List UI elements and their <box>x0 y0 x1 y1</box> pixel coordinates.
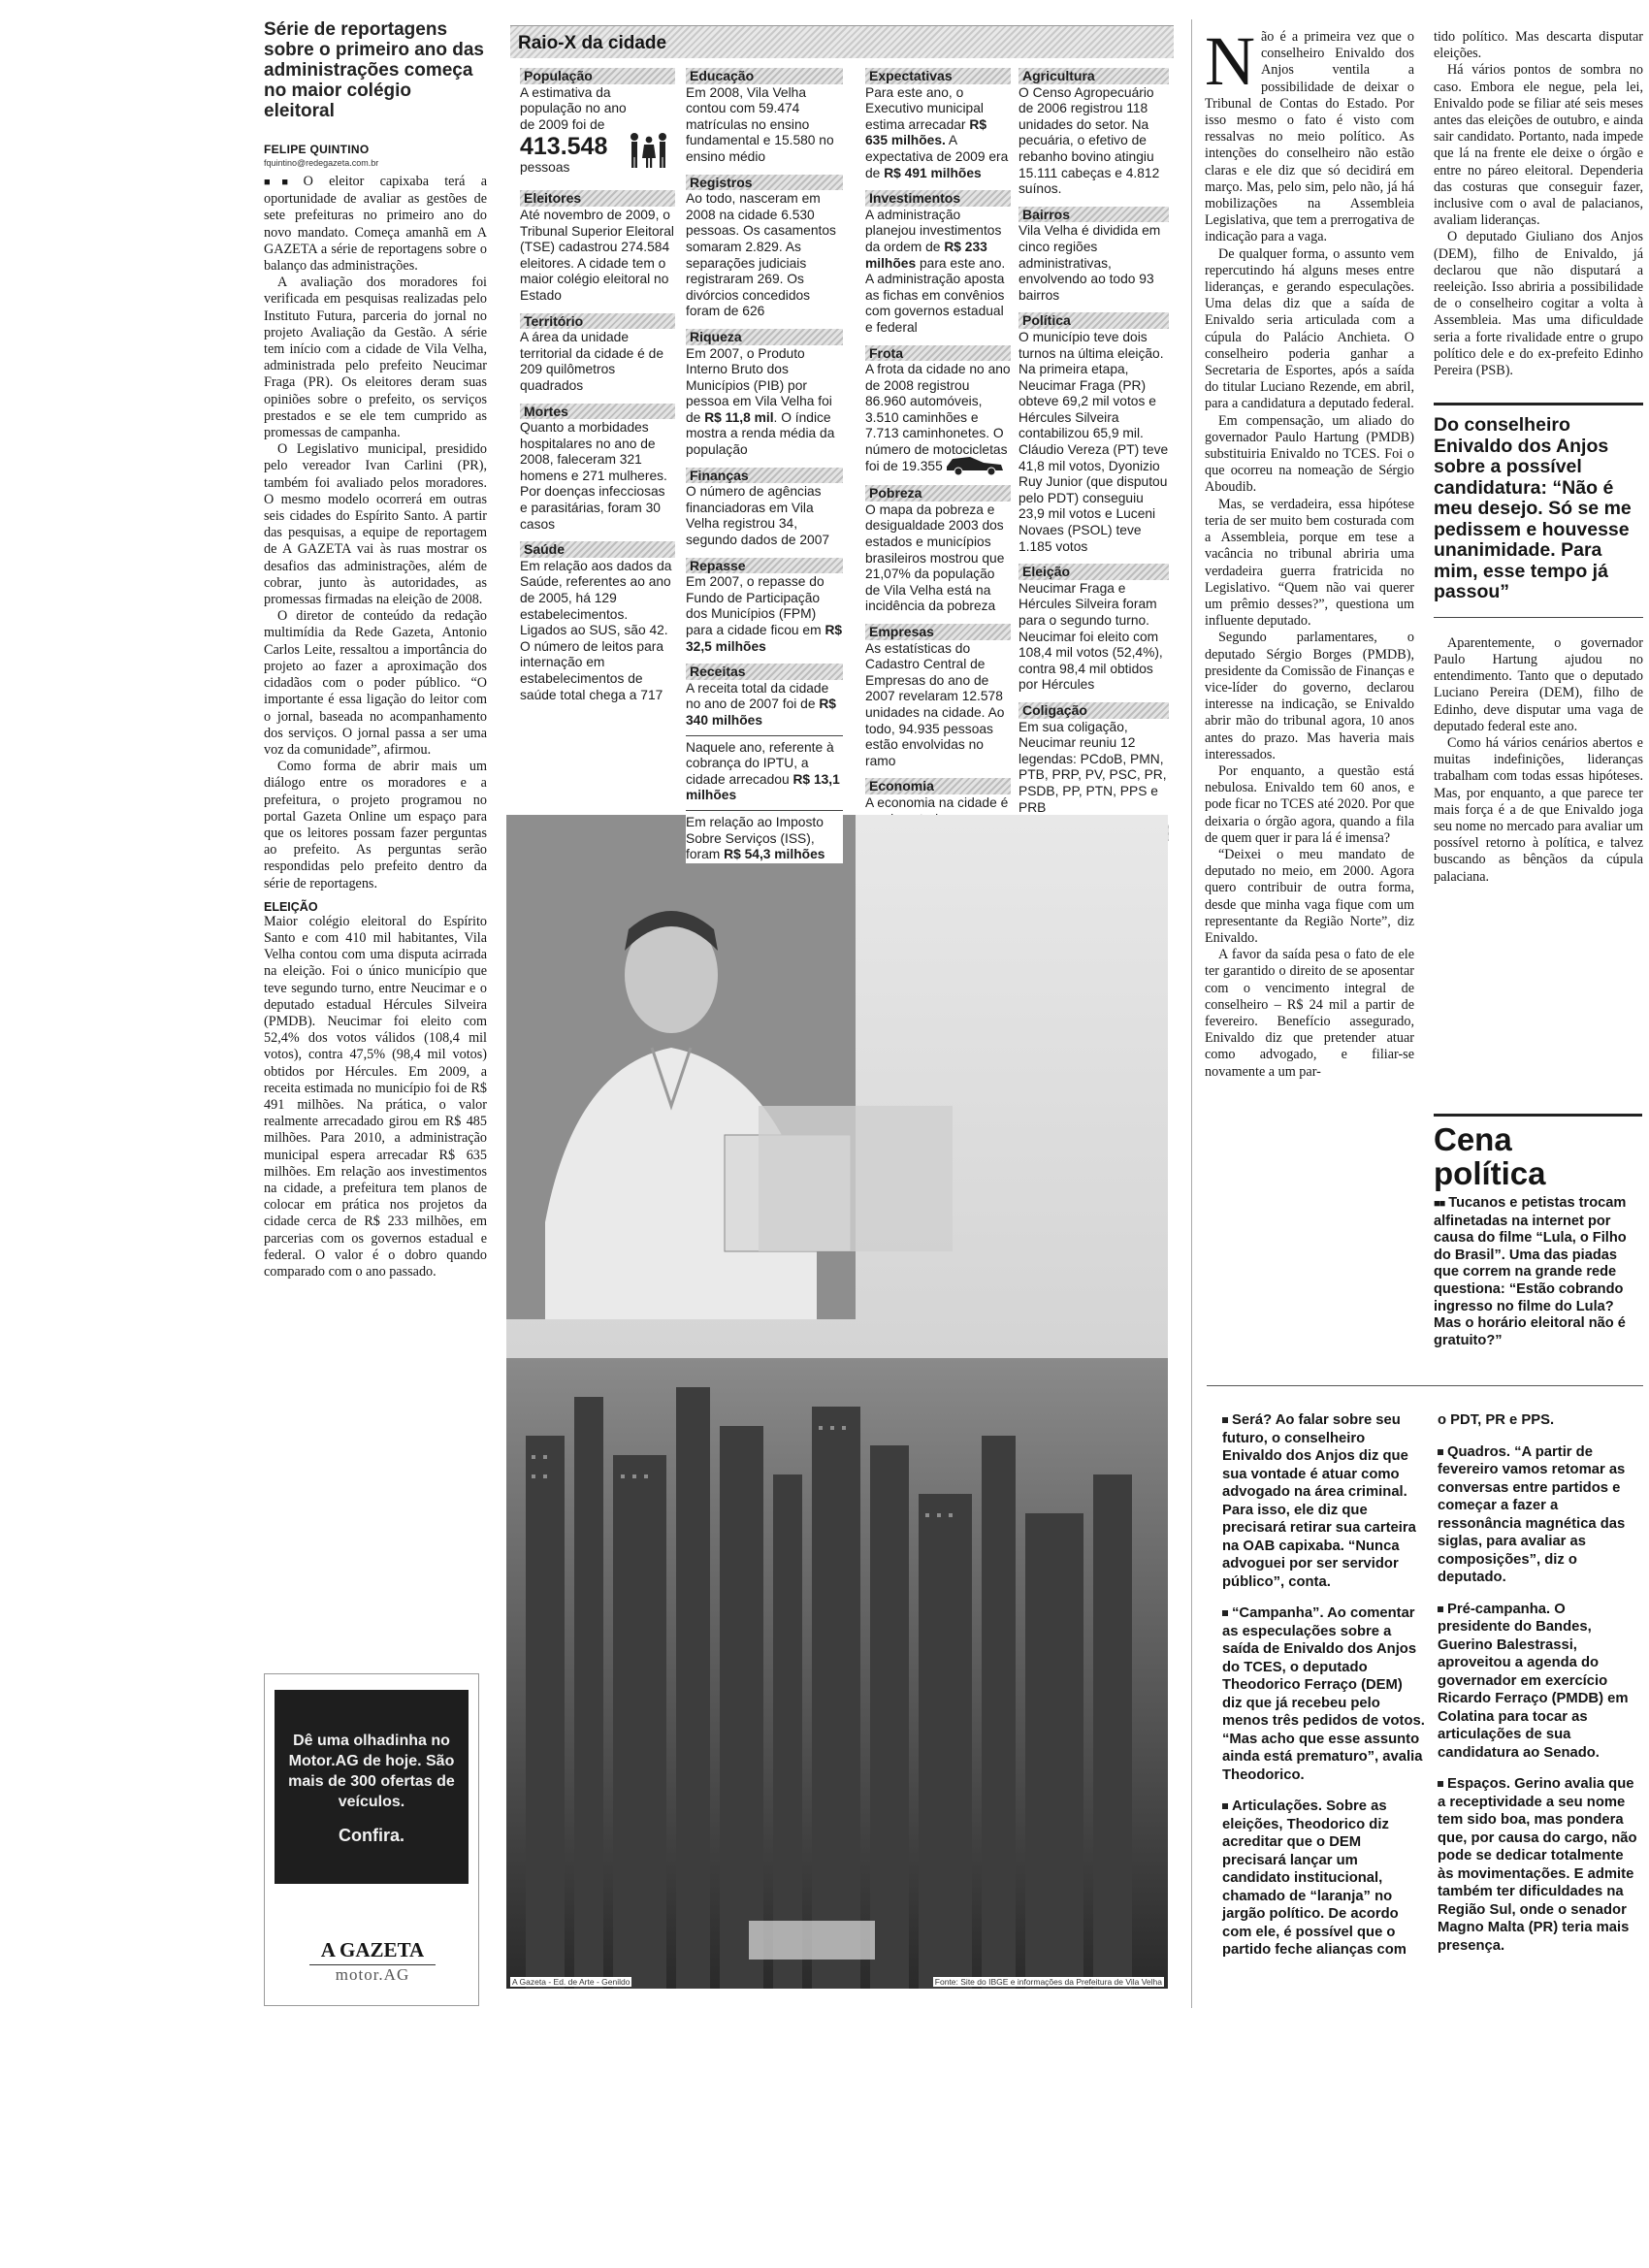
section-eleitores: Eleitores Até novembro de 2009, o Tribunal Superior Eleitoral (TSE) cadastrou 274.584 eleitores. A cidade tem o maior colégio eleitoral no Estado <box>520 190 674 303</box>
paragraph: Em compensação, um aliado do governador Paulo Hartung (PMDB) substituiria Enivaldo no TCES. Foi o que ocorreu na nomeação de Sérgio Aboudib. <box>1205 412 1414 496</box>
section-expectativas: Expectativas Para este ano, o Executivo municipal estima arrecadar R$ 635 milhões. A expectativa de 2009 era de R$ 491 milhões <box>865 68 1011 181</box>
bullet-icon <box>1222 1610 1228 1616</box>
section-head: Bairros <box>1018 207 1169 223</box>
section-economia: Economia A economia na cidade é <box>865 778 1011 956</box>
article-kicker: Série de reportagens sobre o primeiro ano das administrações começa no maior colégio eleitoral <box>264 19 484 121</box>
section-head: Finanças <box>686 468 843 484</box>
section-pobreza: Pobreza O mapa da pobreza e desigualdade 2003 dos estados e municípios brasileiros mostrou que 21,07% da população de Vila Velha está na incidência da pobreza <box>865 485 1011 615</box>
paragraph: Por enquanto, a questão está nebulosa. Enivaldo tem 60 anos, e pode ficar no TCES até 2020. Por que deixaria o órgão agora, quando a fila de quem quer ir para lá é imensa? <box>1205 762 1414 846</box>
section-head: Expectativas <box>865 68 1011 84</box>
paragraph: A avaliação dos moradores foi verificada em pesquisas realizadas pelo Instituto Futura, parceria do jornal no projeto Avaliação da Gestão. A série tem início com a cidade de Vila Velha, administrada pelo prefeito Neucimar Fraga (PR). Os eleitores deram suas opiniões sobre o prefeito, os serviços prestados e se ele tem cumprido as promessas de campanha. <box>264 275 487 441</box>
section-head: Eleição <box>1018 564 1169 580</box>
paragraph: Mas, se verdadeira, essa hipótese teria de ser muito bem costurada com a Assembleia, porque em tese a vacância no tribunal abriria uma verdadeira guerra fratricida no Legislativo. “Quem não vai querer um prêmio desses?”, questiona um influente deputado. <box>1205 496 1414 630</box>
section-head: Mortes <box>520 404 675 420</box>
section-educacao: Educação Em 2008, Vila Velha contou com 59.474 matrículas no ensino fundamental e 15.580 no ensino médio <box>686 68 843 166</box>
paragraph: Maior colégio eleitoral do Espírito Santo e com 410 mil habitantes, Vila Velha contou com uma disputa acirrada na eleição. Foi o único município que teve segundo turno, entre Neucimar e o deputado estadual Hércules Silveira (PMDB). Neucimar foi eleito com 52,4% dos votos válidos (108,4 mil votos), contra 47,5% (98,4 mil votos) obtidos por Hércules. Em 2009, a receita estimada no município foi de R$ 491 milhões. Na prática, o valor realmente arrecadado girou em R$ 485 milhões. Para 2010, a administração municipal espera arrecadar R$ 635 milhões. Em relação aos investimentos na cidade, a prefeitura tem planos de colocar em prática nos projetos da cidade cerca de R$ 233 milhões, em parcerias com os governos estadual e federal. O valor é o dobro quando comparado com o ano passado. <box>264 913 487 1280</box>
note-pre-campanha: Pré-campanha. O presidente do Bandes, Guerino Balestrassi, aproveitou a agenda do governador em exercício Ricardo Ferraço (PMDB) em Colatina para tocar as articulações de sua candidatura ao Senado. <box>1438 1601 1629 1761</box>
section-empresas: Empresas As estatísticas do Cadastro Central de Empresas do ano de 2007 revelaram 12.578 unidades na cidade. Ao todo, 94.935 pessoas estão envolvidas no ramo <box>865 624 1011 769</box>
section-receitas: Receitas A receita total da cidade no ano de 2007 foi de R$ 340 milhões Naquele ano, referente à cobrança do IPTU, a cidade arrecadou R$ 13,1 milhões Em relação ao Imposto Sobre Serviços (ISS), foram R$ 54,3 milhões <box>686 664 843 863</box>
column-divider <box>1191 19 1192 2008</box>
paragraph: ■■ O eleitor capixaba terá a oportunidade de avaliar as gestões de sete prefeituras no primeiro ano do novo mandato. Começa amanhã em A GAZETA a série de reportagens sobre o balanço das administrações. <box>264 174 488 275</box>
cena-politica-title: Cena política <box>1434 1114 1642 1190</box>
section-eleicao: Eleição Neucimar Fraga e Hércules Silveira foram para o segundo turno. Neucimar foi eleito com 108,4 mil votos (52,4%), contra 98,4 mil obtidos por Hércules <box>1018 564 1169 694</box>
paragraph: tido político. Mas descarta disputar eleições. <box>1434 29 1643 62</box>
section-registros: Registros Ao todo, nasceram em 2008 na cidade 6.530 pessoas. Os casamentos somaram 2.829. As separações judiciais registraram 269. Os divórcios concedidos foram de 626 <box>686 175 843 320</box>
section-head: Registros <box>686 175 843 191</box>
bullet-icon <box>1438 1449 1443 1455</box>
section-populacao: População A estimativa da população no ano de 2009 foi de 413.548 pessoas <box>520 68 675 181</box>
paragraph: De qualquer forma, o assunto vem repercutindo há alguns meses entre lideranças, e gerando especulações. Uma delas diz que a saída de Enivaldo seria articulada com a cúpula do Palácio Anchieta. O conselheiro poderia ganhar a Secretaria de Esportes, após a saída do titular Luciano Rezende, em abril, para a candidatura a deputado federal. <box>1205 245 1414 412</box>
section-territorio: Território A área da unidade territorial da cidade é de 209 quilômetros quadrados <box>520 313 675 395</box>
paragraph: Há vários pontos de sombra no caso. Embora ele negue, pela lei, Enivaldo pode se filiar até seis meses antes das eleições de outubro, e ainda sair candidato. Portanto, nada impede que lá na frente ele deixe o órgão e entre no páreo eleitoral. Dependeria das costuras que conseguir fazer, inclusive com o aval de palacianos, avaliam lideranças. <box>1434 62 1643 229</box>
bullet-icon <box>1222 1803 1228 1809</box>
section-head: Coligação <box>1018 702 1169 719</box>
notes-column-2 <box>1438 1411 1641 1968</box>
section-head: Eleitores <box>520 190 675 207</box>
section-politica: Política O município teve dois turnos na última eleição. Na primeira etapa, Neucimar Fraga (PR) obteve 69,2 mil votos e Hércules Silveira contabilizou 65,9 mil. Cláudio Vereza (PT) teve 41,8 mil votos, Dyonizio Ruy Junior (que disputou pelo PDT) conseguiu 23,9 mil votos e Luceni Novaes (PSOL) teve 1.185 votos <box>1018 312 1169 554</box>
section-bairros: Bairros Vila Velha é dividida em cinco regiões administrativas, envolvendo ao todo 93 bairros <box>1018 207 1169 305</box>
paragraph: “Deixei o meu mandato de deputado no meio, em 2000. Agora quero contribuir de outra forma, desde que minha vaga fique com um representante da Região Norte”, diz Enivaldo. <box>1205 846 1414 946</box>
ad-text: Dê uma olhadinha no Motor.AG de hoje. São mais de 300 ofertas de veículos. <box>288 1733 455 1810</box>
paragraph: O diretor de conteúdo da redação multimídia da Rede Gazeta, Antonio Carlos Leite, ressaltou a importância do projeto ao fazer a aproximação dos cidadãos com o poder público. “O importante é essa ligação do leitor com o jornal, baseada no acompanhamento dos serviços. O jornal passa a ser uma voz da comunidade”, afirmou. <box>264 608 487 758</box>
motor-ag-ad[interactable] <box>264 1673 479 2006</box>
section-head: Receitas <box>686 664 843 680</box>
left-article <box>264 19 487 1280</box>
note-quadros: Quadros. “A partir de fevereiro vamos retomar as conversas entre partidos e começar a fazer a ressonância magnética das siglas, para avaliar as composições”, diz o deputado. <box>1438 1443 1626 1585</box>
section-head: Empresas <box>865 624 1011 640</box>
logo-sub: motor.AG <box>335 1965 410 1984</box>
byline-email: fquintino@redegazeta.com.br <box>264 158 379 168</box>
pull-quote: Do conselheiro Enivaldo dos Anjos sobre a possível candidatura: “Não é meu desejo. Só se me pedissem e houvesse unanimidade. Para mim, esse tempo já passou” <box>1434 403 1643 618</box>
section-head: População <box>520 68 675 84</box>
gazeta-logo <box>309 1938 436 1985</box>
section-head: Repasse <box>686 558 843 574</box>
paragraph: Como há vários cenários abertos e muitas indefinições, lideranças trabalham com todas essas hipóteses. Mas, por enquanto, a que parece ter mais força é a de que Enivaldo joga seu nome no mercado para avaliar um possível retorno à política, e talvez buscando as bênçãos da cúpula palaciana. <box>1434 734 1643 885</box>
paragraph: Como forma de abrir mais um diálogo entre os moradores e a prefeitura, o projeto programou no portal Gazeta Online um espaço para que os leitores possam fazer perguntas ao prefeito. As perguntas serão respondidas pelo prefeito dentro da série de reportagens. <box>264 759 487 891</box>
ad-cta: Confira. <box>338 1826 404 1845</box>
infobox-column-2 <box>686 68 843 872</box>
note-campanha: “Campanha”. Ao comentar as especulações sobre a saída de Enivaldo dos Anjos do TCES, o deputado Theodorico Ferraço (DEM) diz que já recebeu pelo menos três pedidos de votos. “Mas acho que esse assunto ainda está prematuro”, avalia Theodorico. <box>1222 1605 1425 1783</box>
section-head: Investimentos <box>865 190 1011 207</box>
section-head: Riqueza <box>686 329 843 345</box>
paragraph: A favor da saída pesa o fato de ele ter garantido o direito de se aposentar com o vencimento integral de conselheiro – R$ 24 mil a partir de fevereiro. Benefício assegurado, Enivaldo diz que pretender atuar como advogado, e filiar-se novamente a um par- <box>1205 947 1414 1080</box>
logo-main: A GAZETA <box>309 1938 436 1965</box>
population-number: 413.548 <box>520 133 608 161</box>
bullet-icon <box>1222 1417 1228 1423</box>
note-articulacoes-cont: o PDT, PR e PPS. <box>1438 1412 1555 1428</box>
section-head: Saúde <box>520 541 675 558</box>
paragraph: O deputado Giuliano dos Anjos (DEM), filho de Enivaldo, já declarou que não disputará a reeleição. Isso abriria a possibilidade de o conselheiro cogitar a volta à Assembleia. Mas uma dificuldade seria a forte rivalidade entre o grupo político dele e do ex-prefeito Edinho Pereira (PSB). <box>1434 229 1643 379</box>
section-head: Pobreza <box>865 485 1011 502</box>
infobox-title: Raio-X da cidade <box>518 33 667 53</box>
note-articulacoes: Articulações. Sobre as eleições, Theodorico diz acreditar que o DEM precisará lançar um candidato institucional, chamado de “laranja” no jargão político. De acordo com ele, é possível que o partido feche alianças com <box>1222 1798 1406 1958</box>
source-credit: Fonte: Site do IBGE e informações da Prefeitura de Vila Velha <box>934 1977 1162 1987</box>
square-bullets-icon: ■■ <box>1434 1198 1445 1210</box>
cena-politica-lead: ■■ Tucanos e petistas trocam alfinetadas na internet por causa do filme “Lula, o Filho do Brasil”. Uma das piadas que correm na grande rede questiona: “Estão cobrando ingresso no filme do Lula? Mas o horário eleitoral não é gratuito?” <box>1434 1195 1627 1348</box>
infobox-title-bar <box>510 25 1174 58</box>
ad-banner <box>275 1690 469 1884</box>
notes-column-1 <box>1222 1411 1426 1973</box>
section-riqueza: Riqueza Em 2007, o Produto Interno Bruto dos Municípios (PIB) por pessoa em Vila Velha foi de R$ 11,8 mil. O índice mostra a renda média da população <box>686 329 843 459</box>
section-mortes: Mortes Quanto a morbidades hospitalares no ano de 2008, faleceram 321 homens e 271 mulheres. Por doenças infecciosas e parasitárias, foram 30 casos <box>520 404 675 534</box>
note-sera: Será? Ao falar sobre seu futuro, o conselheiro Enivaldo dos Anjos diz que sua vontade é atuar como advogado na área criminal. Para isso, ele diz que precisará retirar sua carteira na OAB capixaba. “Nunca advoguei por ser servidor público”, conta. <box>1222 1412 1416 1590</box>
paragraph: Segundo parlamentares, o deputado Sérgio Borges (PMDB), presidente da Comissão de Finanças e vice-líder do governo, declarou interesse na indicação, se Enivaldo abrir mão do tribunal agora, 10 anos antes do prazo. Mas haveria mais interessados. <box>1205 630 1414 762</box>
dropcap: N <box>1205 22 1255 100</box>
note-espacos: Espaços. Gerino avalia que a receptividade a seu nome tem sido boa, mas pondera que, por causa do cargo, não pode se dedicar totalmente às movimentações. E admite também ter dificuldades na Região Sul, onde o senador Magno Malta (PR) teria mais presença. <box>1438 1776 1637 1954</box>
infobox-column-1 <box>520 68 675 712</box>
paragraph: O Legislativo municipal, presidido pelo vereador Ivan Carlini (PR), também foi avaliado pelos moradores. O mesmo modelo ocorrerá em outras seis cidades do Espírito Santo. A partir das pesquisas, a equipe de reportagem de A GAZETA vai às ruas mostrar os desafios das administrações, além de cobrar, junto às autoridades, as promessas firmadas na eleição de 2008. <box>264 441 487 608</box>
section-saude: Saúde Em relação aos dados da Saúde, referentes ao ano de 2005, há 129 estabelecimentos. Ligados ao SUS, são 42. O número de leitos para internação em estabelecimentos de saúde total chega a 717 <box>520 541 675 703</box>
byline: FELIPE QUINTINO <box>264 143 370 156</box>
section-head: Agricultura <box>1018 68 1169 84</box>
article-column-1 <box>1205 22 1414 1081</box>
paragraph: Aparentemente, o governador Paulo Hartung ajudou no entendimento. Tanto que o deputado Luciano Pereira (DEM), filho de Edinho, deve disputar uma vaga de deputado federal este ano. <box>1434 634 1643 734</box>
photo-credit: A Gazeta - Ed. de Arte - Genildo <box>512 1977 630 1987</box>
section-agricultura: Agricultura O Censo Agropecuário de 2006 registrou 118 unidades do setor. Na pecuária, o efetivo de rebanho bovino atingiu 15.111 cabeças e 4.812 suínos. <box>1018 68 1169 198</box>
section-head: Economia <box>865 778 1011 794</box>
section-head: Território <box>520 313 675 330</box>
section-coligacao: Coligação Em sua coligação, Neucimar reuniu 12 legendas: PCdoB, PMN, PTB, PRP, PV, PSC, PR, PSDB, PP, PTN, PPS e PRB <box>1018 702 1169 816</box>
section-head: Educação <box>686 68 843 84</box>
article-column-2 <box>1434 29 1643 886</box>
square-bullets-icon: ■■ <box>264 177 300 188</box>
section-financas: Finanças O número de agências financiadoras em Vila Velha registrou 34, segundo dados de 2007 <box>686 468 843 549</box>
section-repasse: Repasse Em 2007, o repasse do Fundo de Participação dos Municípios (FPM) para a cidade ficou em R$ 32,5 milhões <box>686 557 843 654</box>
mayor-city-photo <box>506 815 1168 1989</box>
section-divider <box>1207 1385 1643 1386</box>
section-investimentos: Investimentos A administração planejou investimentos da ordem de R$ 233 milhões para este ano. A administração aposta as fichas em convênios com governos estadual e federal <box>865 190 1011 336</box>
photo-illustration <box>506 815 1168 1989</box>
paragraph: Não é a primeira vez que o conselheiro Enivaldo dos Anjos ventila a possibilidade de deixar o Tribunal de Contas do Estado. Por isso mesmo o fato é visto com ressalvas no meio político. As intenções do conselheiro não estão claras e ele diz que só decidirá em março. Mas, pelo sim, pelo não, já há mobilizações na Assembleia Legislativa, que tem a prerrogativa de indicação para a vaga. <box>1205 22 1414 245</box>
bullet-icon <box>1438 1606 1443 1612</box>
section-frota: Frota A frota da cidade no ano de 2008 registrou 86.960 automóveis, 3.510 caminhões e 7.713 caminhonetes. O número de motocicletas foi de 19.355 <box>865 345 1011 477</box>
section-head: Política <box>1018 312 1169 329</box>
people-icon <box>627 131 671 170</box>
section-subhead: ELEIÇÃO <box>264 899 318 914</box>
bullet-icon <box>1438 1781 1443 1787</box>
section-head: Frota <box>865 345 1011 362</box>
